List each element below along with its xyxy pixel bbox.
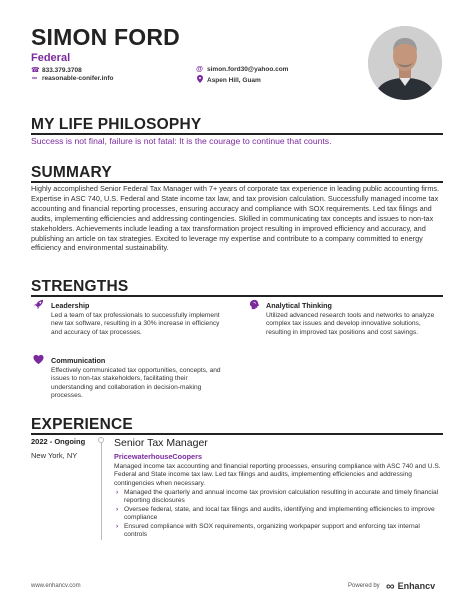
email-text[interactable]: simon.ford30@yahoo.com <box>207 66 289 73</box>
footer-url[interactable]: www.enhancv.com <box>31 583 81 589</box>
experience-heading: EXPERIENCE <box>31 416 133 433</box>
strengths-divider <box>31 295 443 297</box>
website-text[interactable]: reasonable-conifer.info <box>42 75 114 82</box>
phone-text: 833.379.3708 <box>42 66 82 74</box>
philosophy-heading: MY LIFE PHILOSOPHY <box>31 116 202 133</box>
strength-desc-communication: Effectively communicated tax opportunities, concepts, and issues to non-tax stakeholders, facilitating their understanding and collaboration in decision-making processes. <box>51 367 221 399</box>
strength-title-leadership: Leadership <box>51 301 90 310</box>
heart-icon <box>32 354 44 366</box>
at-icon: @ <box>196 66 203 73</box>
philosophy-divider <box>31 133 443 135</box>
experience-company: PricewaterhouseCoopers <box>114 452 202 461</box>
profile-photo <box>368 26 442 100</box>
strength-desc-analytical: Utilized advanced research tools and networks to analyze complex tax issues and develop innovative solutions, resulting in improved tax positions and cost savings. <box>266 312 435 336</box>
experience-role: Senior Tax Manager <box>114 437 208 449</box>
summary-divider <box>31 181 443 183</box>
link-icon: ∞ <box>32 75 37 82</box>
contact-phone <box>31 66 82 74</box>
experience-description: Managed income tax accounting and financial reporting processes, ensuring compliance with ASC 740 and U.S. Federal and State income tax law. Led tax filings and audits, implementing efficiencies and addressing contingencies when necessary. <box>114 463 441 487</box>
experience-bullet: › Managed the quarterly and annual income tax provision calculation resulting in accurate and timely financial reporting disclosures <box>114 489 444 506</box>
location-pin-icon <box>196 75 203 85</box>
contact-email[interactable] <box>196 66 288 73</box>
strength-title-analytical: Analytical Thinking <box>266 301 332 310</box>
strength-desc-leadership: Led a team of tax professionals to successfully implement new tax software, resulting in a 30% increase in efficiency and accuracy of tax processes. <box>51 312 220 336</box>
philosophy-quote: Success is not final, failure is not fatal: It is the courage to continue that counts. <box>31 136 332 146</box>
experience-bullets <box>114 489 444 540</box>
enhancv-logo[interactable] <box>386 579 435 593</box>
phone-icon: ☎ <box>31 67 40 74</box>
enhancv-brand-text: Enhancv <box>397 581 436 591</box>
summary-text: Highly accomplished Senior Federal Tax Manager with 7+ years of corporate tax experience in leading public accounting firms. Expertise in ASC 740, U.S. Federal and State income tax law, and tax provision calculation. Successfully managed income tax accounting and financial reporting processes, ensuring accuracy and compliance with SOX requirements. Led tax filings and audits, implementing efficiencies and addressing contingencies. Skilled in communicating tax concepts and issues to non-tax stakeholders. Achievements include leading a tax transformation project resulting in improved efficiency and accuracy, and publishing an article on tax strategies. Excited to leverage my expertise and contribute to a company committed to energy efficiency and environmental sustainability. <box>31 184 440 253</box>
strength-title-communication: Communication <box>51 356 106 365</box>
strengths-heading: STRENGTHS <box>31 278 129 295</box>
footer-powered-by: Powered by <box>348 583 380 589</box>
enhancv-logo-icon: ∞ <box>386 579 395 593</box>
contact-location <box>196 75 261 85</box>
contact-website[interactable] <box>31 75 114 82</box>
candidate-title: Federal <box>31 52 71 64</box>
summary-heading: SUMMARY <box>31 164 112 181</box>
timeline-dot <box>98 437 104 443</box>
brain-icon <box>248 299 260 311</box>
experience-location: New York, NY <box>31 451 78 460</box>
experience-dates: 2022 - Ongoing <box>31 437 86 446</box>
location-text: Aspen Hill, Guam <box>207 76 261 84</box>
experience-divider <box>31 433 443 435</box>
rocket-icon <box>32 299 44 311</box>
experience-bullet: › Oversee federal, state, and local tax filings and audits, identifying and implementing efficiencies to improve compliance <box>114 506 444 523</box>
experience-bullet: › Ensured compliance with SOX requirements, organizing workpaper support and enforcing tax internal controls <box>114 523 444 540</box>
timeline-line <box>101 437 102 540</box>
candidate-name: SIMON FORD <box>31 24 180 50</box>
